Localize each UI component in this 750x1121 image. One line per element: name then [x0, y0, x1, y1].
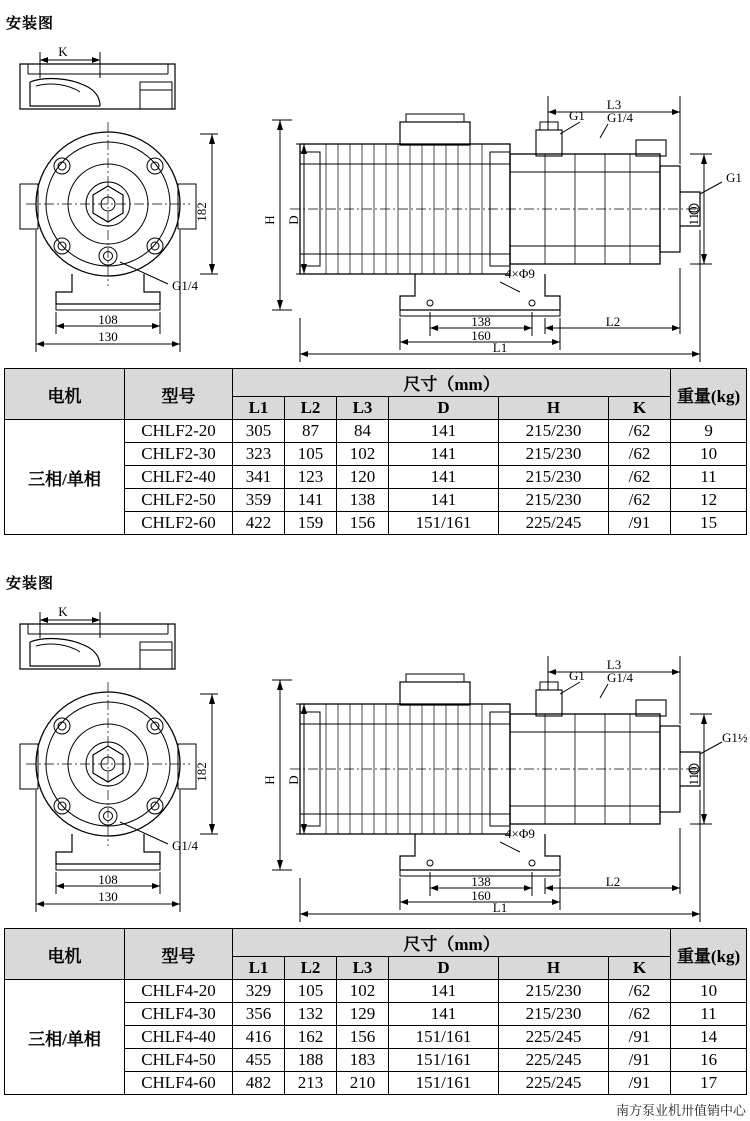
- cell-model: CHLF2-60: [125, 512, 233, 535]
- label-K-2: K: [58, 604, 68, 619]
- label-H-1: H: [262, 215, 277, 225]
- label-L3-2: L3: [606, 657, 622, 672]
- cell-L2: 87: [285, 420, 337, 443]
- label-108-2: 108: [98, 872, 118, 887]
- header-model-2: 型号: [125, 929, 233, 980]
- cell-H: 225/245: [499, 1049, 609, 1072]
- cell-K: /62: [609, 443, 671, 466]
- table-header-row: [5, 929, 747, 957]
- label-g14-left-1: G1/4: [172, 278, 198, 293]
- cell-L3: 183: [337, 1049, 389, 1072]
- cell-L1: 359: [233, 489, 285, 512]
- cell-L2: 188: [285, 1049, 337, 1072]
- cell-weight: 14: [671, 1026, 747, 1049]
- header-motor-1: 电机: [5, 369, 125, 420]
- cell-K: /91: [609, 1072, 671, 1095]
- cell-L2: 105: [285, 443, 337, 466]
- table-row: [5, 980, 747, 1003]
- cell-D: 151/161: [389, 1049, 499, 1072]
- label-L1-2: L1: [492, 900, 508, 915]
- cell-model: CHLF2-50: [125, 489, 233, 512]
- cell-H: 215/230: [499, 420, 609, 443]
- cell-L3: 120: [337, 466, 389, 489]
- cell-model: CHLF4-40: [125, 1026, 233, 1049]
- cell-H: 215/230: [499, 466, 609, 489]
- cell-H: 215/230: [499, 443, 609, 466]
- label-holes-1: 4×Φ9: [505, 266, 535, 281]
- cell-weight: 16: [671, 1049, 747, 1072]
- cell-K: /62: [609, 420, 671, 443]
- watermark-text: 南方泵业机卅值销中心: [615, 1103, 746, 1118]
- subheader-H-1: H: [499, 397, 609, 420]
- subheader-L3-2: L3: [337, 957, 389, 980]
- header-weight-1: 重量(kg): [671, 369, 747, 420]
- cell-model: CHLF4-50: [125, 1049, 233, 1072]
- label-G14-top-2: G1/4: [607, 670, 633, 685]
- section-title-1: 安装图: [6, 15, 55, 32]
- cell-L1: 305: [233, 420, 285, 443]
- header-dimension-2: 尺寸（mm）: [233, 929, 671, 957]
- cell-L1: 329: [233, 980, 285, 1003]
- cell-model: CHLF4-20: [125, 980, 233, 1003]
- label-L2-2: L2: [605, 874, 621, 889]
- cell-weight: 17: [671, 1072, 747, 1095]
- cell-weight: 10: [671, 443, 747, 466]
- cell-K: /62: [609, 1003, 671, 1026]
- cell-H: 215/230: [499, 1003, 609, 1026]
- label-130-1: 130: [98, 329, 118, 344]
- cell-H: 225/245: [499, 1026, 609, 1049]
- cell-K: /62: [609, 466, 671, 489]
- cell-L2: 159: [285, 512, 337, 535]
- cell-L1: 356: [233, 1003, 285, 1026]
- cell-model: CHLF2-30: [125, 443, 233, 466]
- label-L3-1: L3: [606, 97, 622, 112]
- cell-model: CHLF2-20: [125, 420, 233, 443]
- cell-L2: 105: [285, 980, 337, 1003]
- label-K-1: K: [58, 44, 68, 59]
- label-110-2: 110: [686, 766, 701, 786]
- cell-L1: 323: [233, 443, 285, 466]
- subheader-L1-2: L1: [233, 957, 285, 980]
- label-108-1: 108: [98, 312, 118, 327]
- cell-H: 225/245: [499, 512, 609, 535]
- cell-D: 141: [389, 443, 499, 466]
- label-D-2: D: [286, 775, 301, 785]
- subheader-L2-1: L2: [285, 397, 337, 420]
- cell-D: 151/161: [389, 1072, 499, 1095]
- cell-L2: 213: [285, 1072, 337, 1095]
- cell-motor-1: 三相/单相: [5, 420, 125, 535]
- cell-D: 141: [389, 466, 499, 489]
- cell-motor-2: 三相/单相: [5, 980, 125, 1095]
- cell-K: /62: [609, 980, 671, 1003]
- label-G1-right-2: G1½: [722, 730, 748, 745]
- cell-K: /91: [609, 1049, 671, 1072]
- section-title-2: 安装图: [6, 575, 55, 592]
- label-182-1: 182: [194, 202, 209, 222]
- subheader-H-2: H: [499, 957, 609, 980]
- spec-table-1: [0, 368, 747, 535]
- cell-H: 225/245: [499, 1072, 609, 1095]
- cell-D: 141: [389, 420, 499, 443]
- subheader-L3-1: L3: [337, 397, 389, 420]
- cell-weight: 9: [671, 420, 747, 443]
- label-G1-top-2: G1: [569, 668, 585, 683]
- cell-H: 215/230: [499, 980, 609, 1003]
- label-g14-left-2: G1/4: [172, 838, 198, 853]
- cell-weight: 15: [671, 512, 747, 535]
- cell-L1: 416: [233, 1026, 285, 1049]
- cell-L2: 162: [285, 1026, 337, 1049]
- cell-L1: 455: [233, 1049, 285, 1072]
- cell-weight: 10: [671, 980, 747, 1003]
- cell-L2: 123: [285, 466, 337, 489]
- header-model-1: 型号: [125, 369, 233, 420]
- label-160-1: 160: [471, 328, 491, 343]
- cell-weight: 11: [671, 1003, 747, 1026]
- label-H-2: H: [262, 775, 277, 785]
- table-row: [5, 420, 747, 443]
- subheader-K-1: K: [609, 397, 671, 420]
- header-dimension-1: 尺寸（mm）: [233, 369, 671, 397]
- subheader-D-2: D: [389, 957, 499, 980]
- cell-L3: 138: [337, 489, 389, 512]
- cell-L3: 102: [337, 443, 389, 466]
- cell-L3: 129: [337, 1003, 389, 1026]
- cell-D: 151/161: [389, 512, 499, 535]
- cell-D: 141: [389, 1003, 499, 1026]
- cell-H: 215/230: [499, 489, 609, 512]
- subheader-D-1: D: [389, 397, 499, 420]
- cell-K: /91: [609, 1026, 671, 1049]
- label-G1-right-1: G1: [726, 170, 742, 185]
- label-L2-1: L2: [605, 314, 621, 329]
- label-160-2: 160: [471, 888, 491, 903]
- cell-weight: 11: [671, 466, 747, 489]
- cell-L3: 102: [337, 980, 389, 1003]
- cell-L3: 84: [337, 420, 389, 443]
- installation-drawing-2: [0, 594, 750, 915]
- label-138-1: 138: [471, 314, 491, 329]
- cell-L3: 210: [337, 1072, 389, 1095]
- cell-K: /91: [609, 512, 671, 535]
- label-110-1: 110: [686, 206, 701, 226]
- cell-model: CHLF4-30: [125, 1003, 233, 1026]
- cell-weight: 12: [671, 489, 747, 512]
- label-holes-2: 4×Φ9: [505, 826, 535, 841]
- label-130-2: 130: [98, 889, 118, 904]
- table-header-row: [5, 369, 747, 397]
- cell-L1: 422: [233, 512, 285, 535]
- label-G1-top-1: G1: [569, 108, 585, 123]
- label-138-2: 138: [471, 874, 491, 889]
- cell-D: 141: [389, 489, 499, 512]
- cell-L1: 482: [233, 1072, 285, 1095]
- spec-table-2: [0, 928, 747, 1095]
- label-182-2: 182: [194, 762, 209, 782]
- cell-L3: 156: [337, 1026, 389, 1049]
- label-D-1: D: [286, 215, 301, 225]
- cell-model: CHLF4-60: [125, 1072, 233, 1095]
- cell-L1: 341: [233, 466, 285, 489]
- cell-L3: 156: [337, 512, 389, 535]
- label-G14-top-1: G1/4: [607, 110, 633, 125]
- cell-D: 151/161: [389, 1026, 499, 1049]
- cell-K: /62: [609, 489, 671, 512]
- cell-L2: 141: [285, 489, 337, 512]
- subheader-K-2: K: [609, 957, 671, 980]
- subheader-L1-1: L1: [233, 397, 285, 420]
- label-L1-1: L1: [492, 340, 508, 355]
- cell-L2: 132: [285, 1003, 337, 1026]
- installation-drawing-1: [0, 34, 750, 355]
- subheader-L2-2: L2: [285, 957, 337, 980]
- header-motor-2: 电机: [5, 929, 125, 980]
- header-weight-2: 重量(kg): [671, 929, 747, 980]
- cell-model: CHLF2-40: [125, 466, 233, 489]
- cell-D: 141: [389, 980, 499, 1003]
